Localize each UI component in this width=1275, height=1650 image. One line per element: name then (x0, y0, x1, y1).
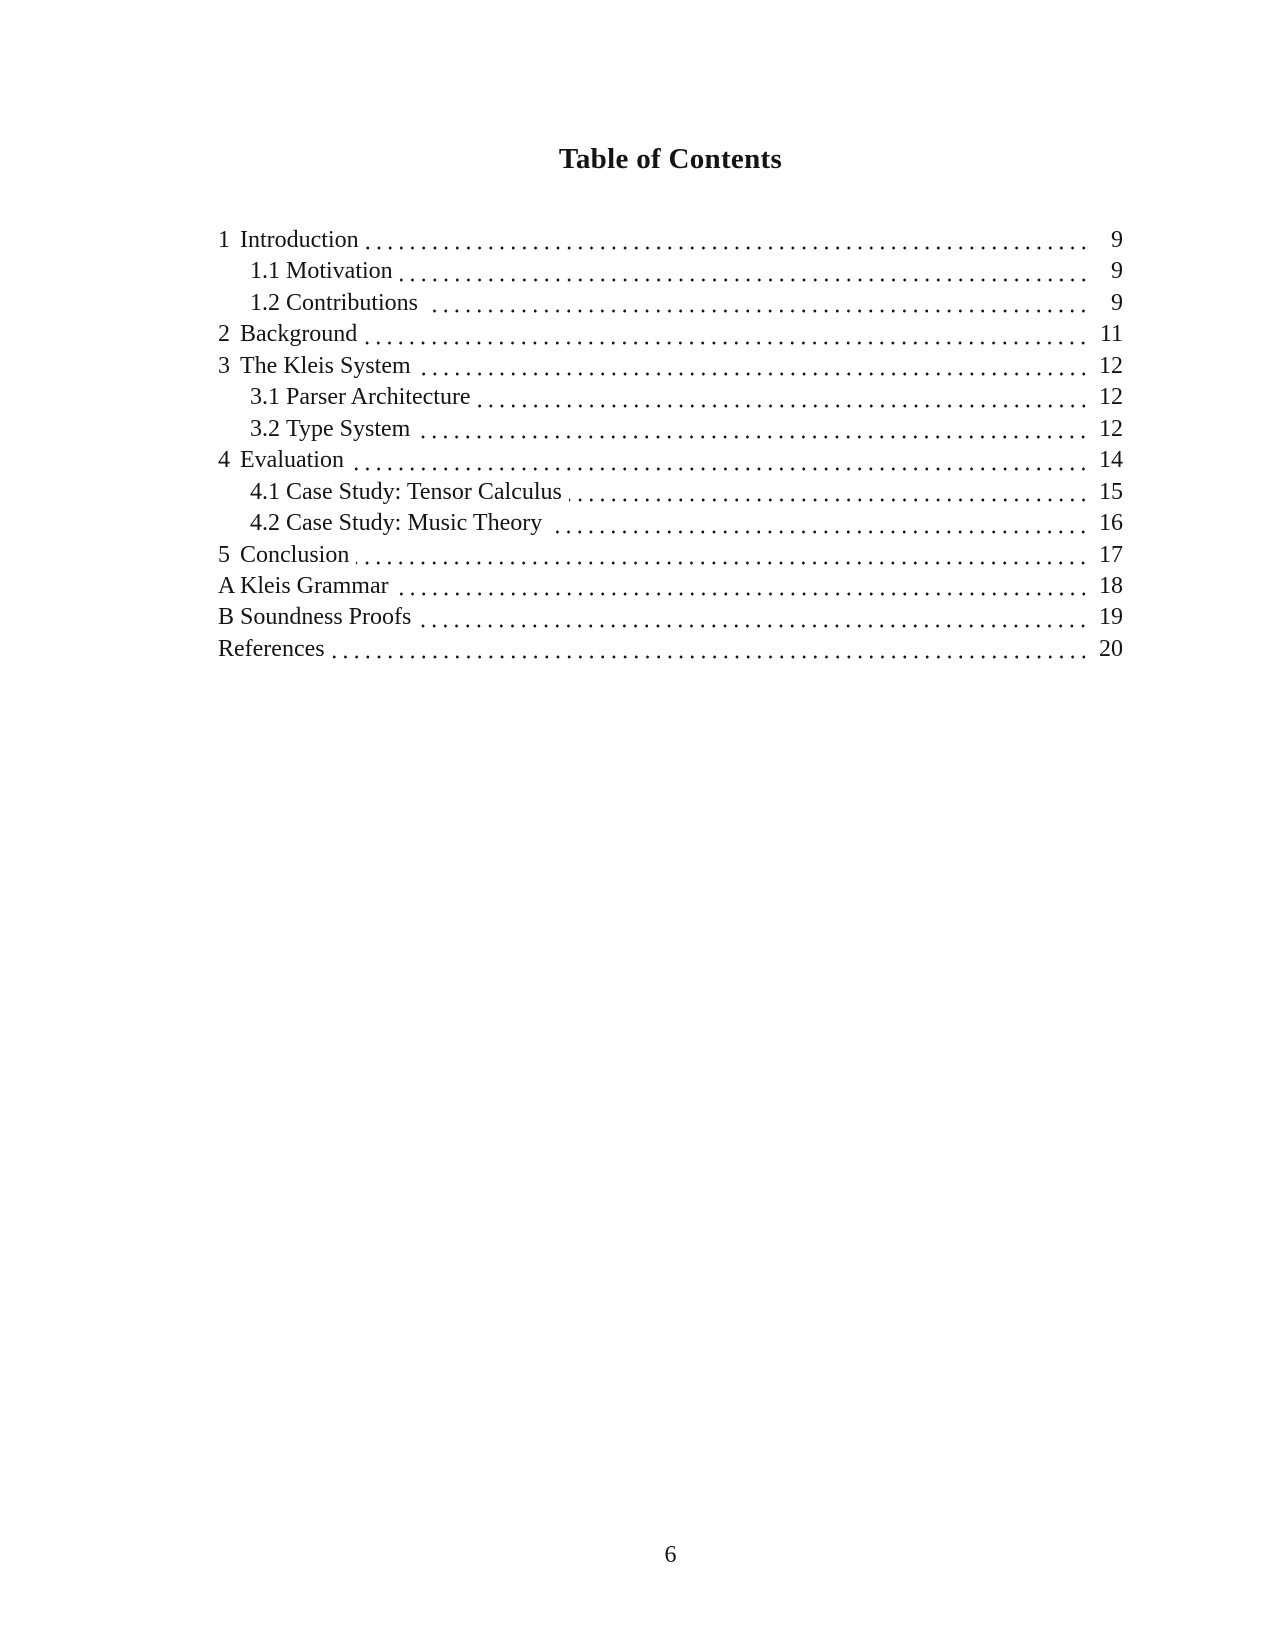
toc-entry (218, 414, 1123, 445)
toc-entry-title: Motivation (286, 258, 393, 285)
toc-entry-page: 12 (1099, 415, 1123, 442)
toc-entry-page: 9 (1111, 289, 1123, 316)
toc-entry-number: 5 (218, 541, 230, 568)
toc-entry (218, 225, 1123, 256)
toc-entry-title: Parser Architecture (286, 384, 471, 411)
toc-entry-title: References (218, 635, 325, 662)
toc-entry-number: 4 (218, 447, 230, 474)
toc-entry-number: 3 (218, 352, 230, 379)
toc-entry-page: 16 (1099, 510, 1123, 537)
toc-leader-dots (351, 445, 1089, 476)
toc-entry-title: Case Study: Tensor Calculus (286, 478, 562, 505)
toc-leader-dots (417, 414, 1089, 445)
toc-entry-number: 1.1 (250, 258, 280, 285)
toc-entry-title: Soundness Proofs (240, 604, 412, 631)
toc-entry (218, 508, 1123, 539)
toc-entry-title: Introduction (240, 227, 359, 253)
toc-leader-dots (396, 571, 1089, 602)
toc-entry-number: 3.2 (250, 415, 280, 442)
toc-leader-dots (418, 602, 1089, 633)
toc-entry-page: 12 (1099, 384, 1123, 411)
toc-leader-dots (478, 382, 1089, 413)
toc-entry-title: Case Study: Music Theory (286, 510, 543, 537)
toc-entry-number: 2 (218, 321, 230, 348)
toc-entry-number: B (218, 604, 235, 631)
toc-entry (218, 571, 1123, 602)
toc-entry-page: 20 (1099, 635, 1123, 662)
toc-entry (218, 382, 1123, 413)
toc-entry-page: 14 (1099, 447, 1123, 474)
toc-entry-page: 19 (1099, 604, 1123, 631)
toc-entry-title: Contributions (286, 289, 419, 316)
toc-list (218, 225, 1123, 665)
toc-entry (218, 540, 1123, 571)
toc-entry (218, 602, 1123, 633)
toc-entry-title: The Kleis System (240, 352, 411, 379)
toc-entry-title: Kleis Grammar (240, 572, 389, 599)
toc-entry-page: 11 (1099, 321, 1123, 348)
toc-entry-number: A (218, 572, 236, 599)
toc-entry (218, 288, 1123, 319)
toc-entry-title: Type System (286, 415, 411, 442)
toc-entry-title: Conclusion (240, 541, 350, 568)
toc-entry-number: 4.1 (250, 478, 280, 505)
toc-entry-number: 4.2 (250, 510, 280, 537)
page-title: Table of Contents (558, 143, 783, 175)
toc-entry-number: 1.2 (250, 289, 280, 316)
toc-entry-title: Background (240, 321, 358, 348)
toc-entry-page: 9 (1111, 227, 1123, 253)
toc-leader-dots (332, 634, 1089, 665)
toc-leader-dots (400, 256, 1089, 287)
toc-entry-page: 18 (1099, 572, 1123, 599)
footer-page-number: 6 (664, 1542, 677, 1568)
toc-entry (218, 256, 1123, 287)
toc-entry (218, 319, 1123, 350)
toc-entry-page: 15 (1099, 478, 1123, 505)
toc-entry-number: 1 (218, 227, 230, 253)
toc-entry (218, 445, 1123, 476)
toc-entry (218, 477, 1123, 508)
toc-entry-title: Evaluation (240, 447, 344, 474)
toc-leader-dots (425, 288, 1089, 319)
toc-leader-dots (364, 319, 1089, 350)
toc-entry-page: 17 (1099, 541, 1123, 568)
toc-leader-dots (366, 225, 1089, 256)
toc-entry-page: 9 (1111, 258, 1123, 285)
toc-leader-dots (549, 508, 1089, 539)
toc-entry (218, 351, 1123, 382)
toc-leader-dots (418, 351, 1089, 382)
toc-entry-page: 12 (1099, 352, 1123, 379)
toc-leader-dots (356, 540, 1089, 571)
toc-entry-number: 3.1 (250, 384, 280, 411)
toc-entry (218, 634, 1123, 665)
toc-leader-dots (569, 477, 1089, 508)
